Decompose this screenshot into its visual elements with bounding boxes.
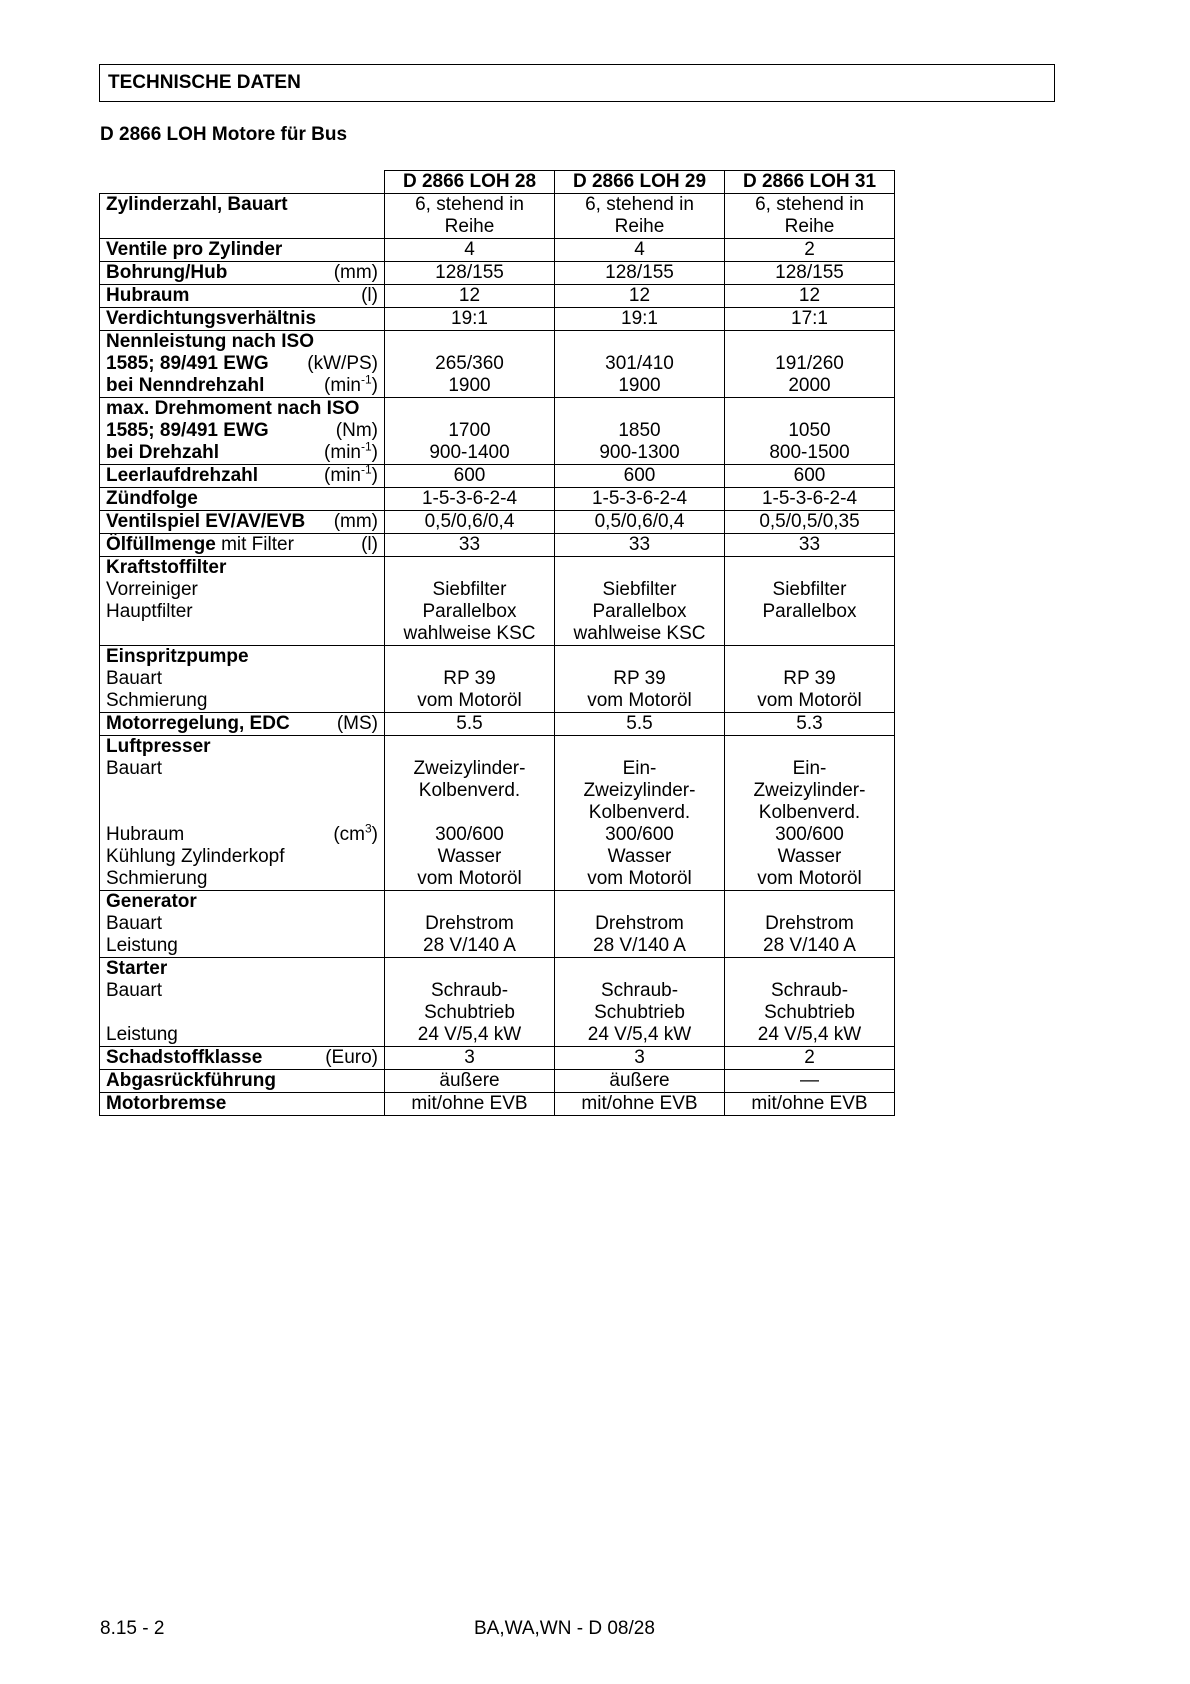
row-label-cell: Ölfüllmenge mit Filter (l) xyxy=(100,534,385,557)
value-cell: 33 xyxy=(385,534,555,557)
row-label-cell: Ventilspiel EV/AV/EVB (mm) xyxy=(100,511,385,534)
row-label: Motorbremse xyxy=(100,1093,385,1116)
value-cell: 5.5 xyxy=(385,713,555,736)
value-cell: 1-5-3-6-2-4 xyxy=(555,488,725,511)
value-cell: 1-5-3-6-2-4 xyxy=(385,488,555,511)
row-label-cell: Luftpresser Bauart Hubraum $(cm^3)$ Kühlung Zylinderkopf Schmierung xyxy=(100,736,385,891)
value-cell: 33 xyxy=(555,534,725,557)
value-cell: äußere xyxy=(555,1070,725,1093)
table-row xyxy=(100,534,895,557)
value-cell: Drehstrom 28 V/140 A xyxy=(725,891,895,958)
spec-table xyxy=(99,170,895,1116)
row-label-cell: max. Drehmoment nach ISO 1585; 89/491 EWG (Nm) bei Drehzahl $(\min^{-1})$ xyxy=(100,398,385,465)
value-cell: 301/410 1900 xyxy=(555,331,725,398)
header-empty-cell xyxy=(100,171,385,194)
row-label-cell: Schadstoffklasse (Euro) xyxy=(100,1047,385,1070)
row-label-cell: Starter Bauart Leistung xyxy=(100,958,385,1047)
value-cell: mit/ohne EVB xyxy=(725,1093,895,1116)
value-cell: 1-5-3-6-2-4 xyxy=(725,488,895,511)
table-row xyxy=(100,239,895,262)
value-cell: Siebfilter Parallelbox wahlweise KSC xyxy=(555,557,725,646)
value-cell: RP 39 vom Motoröl xyxy=(555,646,725,713)
row-label: Ventile pro Zylinder xyxy=(100,239,385,262)
table-row xyxy=(100,958,895,1047)
value-cell: 4 xyxy=(555,239,725,262)
table-row xyxy=(100,1070,895,1093)
value-cell: — xyxy=(725,1070,895,1093)
value-cell: 600 xyxy=(725,465,895,488)
value-cell: 128/155 xyxy=(725,262,895,285)
value-cell: 3 xyxy=(555,1047,725,1070)
table-row xyxy=(100,262,895,285)
row-label-cell: Hubraum (l) xyxy=(100,285,385,308)
value-cell: Zweizylinder- Kolbenverd. 300/600 Wasser vom Motoröl xyxy=(385,736,555,891)
table-row xyxy=(100,465,895,488)
table-row xyxy=(100,511,895,534)
column-header: D 2866 LOH 29 xyxy=(555,171,725,194)
row-label: Verdichtungsverhältnis xyxy=(100,308,385,331)
row-label-cell: Kraftstoffilter Vorreiniger Hauptfilter xyxy=(100,557,385,646)
value-cell: 6, stehend in Reihe xyxy=(725,194,895,239)
value-cell: 1050 800-1500 xyxy=(725,398,895,465)
value-cell: 12 xyxy=(385,285,555,308)
value-cell: 1850 900-1300 xyxy=(555,398,725,465)
section-header xyxy=(99,64,1055,102)
value-cell: 33 xyxy=(725,534,895,557)
value-cell: 265/360 1900 xyxy=(385,331,555,398)
section-title: TECHNISCHE DATEN xyxy=(108,72,301,93)
value-cell: Ein- Zweizylinder- Kolbenverd. 300/600 Wasser vom Motoröl xyxy=(555,736,725,891)
value-cell: 12 xyxy=(555,285,725,308)
value-cell: 4 xyxy=(385,239,555,262)
value-cell: RP 39 vom Motoröl xyxy=(725,646,895,713)
value-cell: 3 xyxy=(385,1047,555,1070)
value-cell: mit/ohne EVB xyxy=(555,1093,725,1116)
table-row xyxy=(100,1093,895,1116)
value-cell: Drehstrom 28 V/140 A xyxy=(555,891,725,958)
value-cell: 2 xyxy=(725,239,895,262)
value-cell: Schraub- Schubtrieb 24 V/5,4 kW xyxy=(385,958,555,1047)
row-label: Zündfolge xyxy=(100,488,385,511)
row-label-cell: Einspritzpumpe Bauart Schmierung xyxy=(100,646,385,713)
table-row xyxy=(100,646,895,713)
table-row xyxy=(100,194,895,239)
row-label-cell: Nennleistung nach ISO 1585; 89/491 EWG (kW/PS) bei Nenndrehzahl $(\min^{-1})$ xyxy=(100,331,385,398)
row-label-cell: Generator Bauart Leistung xyxy=(100,891,385,958)
value-cell: RP 39 vom Motoröl xyxy=(385,646,555,713)
value-cell: 2 xyxy=(725,1047,895,1070)
value-cell: 128/155 xyxy=(385,262,555,285)
value-cell: 17:1 xyxy=(725,308,895,331)
value-cell: mit/ohne EVB xyxy=(385,1093,555,1116)
value-cell: Drehstrom 28 V/140 A xyxy=(385,891,555,958)
page-subtitle: D 2866 LOH Motore für Bus xyxy=(100,124,348,145)
row-label-cell: Bohrung/Hub (mm) xyxy=(100,262,385,285)
value-cell: 128/155 xyxy=(555,262,725,285)
value-cell: 5.3 xyxy=(725,713,895,736)
table-row xyxy=(100,713,895,736)
column-header: D 2866 LOH 31 xyxy=(725,171,895,194)
value-cell: 6, stehend in Reihe xyxy=(385,194,555,239)
row-label: Abgasrückführung xyxy=(100,1070,385,1093)
table-row xyxy=(100,488,895,511)
value-cell: 0,5/0,5/0,35 xyxy=(725,511,895,534)
row-label: Zylinderzahl, Bauart xyxy=(100,194,385,239)
value-cell: 600 xyxy=(555,465,725,488)
table-row xyxy=(100,557,895,646)
value-cell: 5.5 xyxy=(555,713,725,736)
value-cell: Siebfilter Parallelbox xyxy=(725,557,895,646)
document-reference: BA,WA,WN - D 08/28 xyxy=(474,1618,655,1639)
page-number: 8.15 - 2 xyxy=(100,1618,165,1639)
value-cell: Schraub- Schubtrieb 24 V/5,4 kW xyxy=(555,958,725,1047)
value-cell: 12 xyxy=(725,285,895,308)
table-row xyxy=(100,308,895,331)
table-row xyxy=(100,331,895,398)
value-cell: 19:1 xyxy=(555,308,725,331)
table-header-row xyxy=(100,171,895,194)
value-cell: 600 xyxy=(385,465,555,488)
table-row xyxy=(100,1047,895,1070)
table-row xyxy=(100,398,895,465)
value-cell: Siebfilter Parallelbox wahlweise KSC xyxy=(385,557,555,646)
value-cell: 1700 900-1400 xyxy=(385,398,555,465)
row-label-cell: Leerlaufdrehzahl $(\min^{-1})$ xyxy=(100,465,385,488)
value-cell: Ein- Zweizylinder- Kolbenverd. 300/600 Wasser vom Motoröl xyxy=(725,736,895,891)
value-cell: 0,5/0,6/0,4 xyxy=(385,511,555,534)
value-cell: Schraub- Schubtrieb 24 V/5,4 kW xyxy=(725,958,895,1047)
value-cell: 6, stehend in Reihe xyxy=(555,194,725,239)
value-cell: 0,5/0,6/0,4 xyxy=(555,511,725,534)
table-row xyxy=(100,891,895,958)
column-header: D 2866 LOH 28 xyxy=(385,171,555,194)
value-cell: äußere xyxy=(385,1070,555,1093)
row-label-cell: Motorregelung, EDC (MS) xyxy=(100,713,385,736)
value-cell: 19:1 xyxy=(385,308,555,331)
value-cell: 191/260 2000 xyxy=(725,331,895,398)
table-row xyxy=(100,736,895,891)
table-row xyxy=(100,285,895,308)
